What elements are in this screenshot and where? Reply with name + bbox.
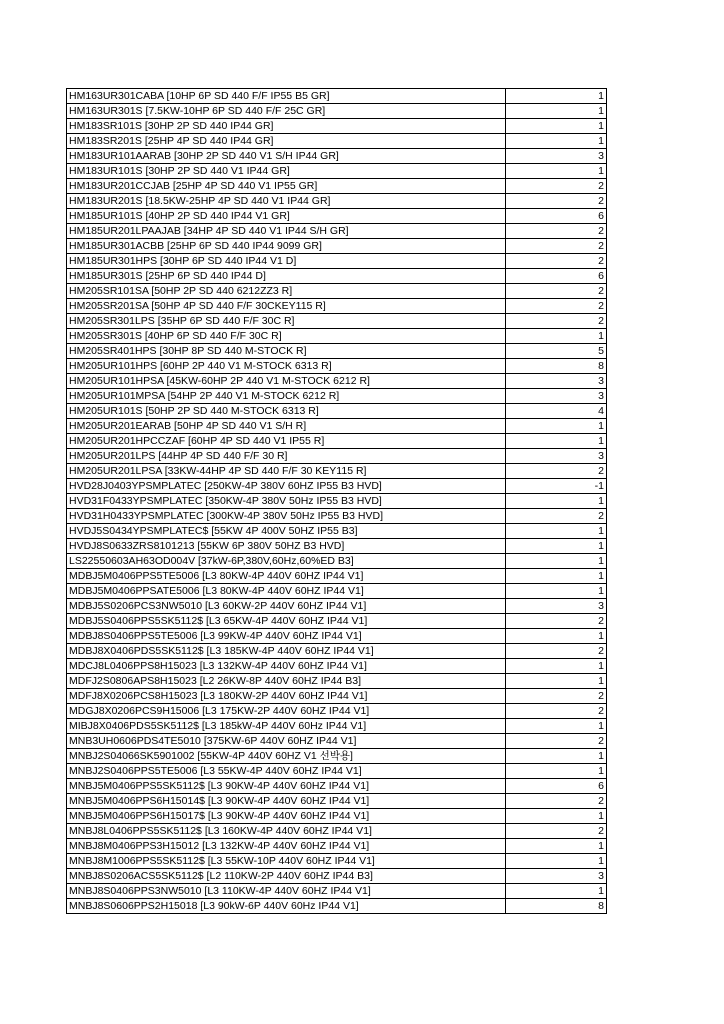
item-description-cell: MDFJ2S0806APS8H15023 [L2 26KW-8P 440V 60HZ IP44 B3] — [67, 674, 506, 689]
item-description-cell: HM185UR301HPS [30HP 6P SD 440 IP44 V1 D] — [67, 254, 506, 269]
item-description-cell: HM183UR101AARAB [30HP 2P SD 440 V1 S/H IP44 GR] — [67, 149, 506, 164]
item-quantity-cell: 2 — [506, 254, 607, 269]
item-description-cell: MNBJ8S0406PPS3NW5010 [L3 110KW-4P 440V 60HZ IP44 V1] — [67, 884, 506, 899]
item-description-cell: MNBJ2S0406PPS5TE5006 [L3 55KW-4P 440V 60HZ IP44 V1] — [67, 764, 506, 779]
item-description-cell: MDBJ8S0406PPS5TE5006 [L3 99KW-4P 440V 60HZ IP44 V1] — [67, 629, 506, 644]
table-row — [67, 734, 607, 749]
item-quantity-cell: 6 — [506, 269, 607, 284]
table-row — [67, 299, 607, 314]
table-row — [67, 839, 607, 854]
item-quantity-cell: 1 — [506, 494, 607, 509]
item-description-cell: HM205SR301LPS [35HP 6P SD 440 F/F 30C R] — [67, 314, 506, 329]
item-description-cell: HM183UR201S [18.5KW-25HP 4P SD 440 V1 IP44 GR] — [67, 194, 506, 209]
item-quantity-cell: 2 — [506, 704, 607, 719]
item-description-cell: MNBJ8S0606PPS2H15018 [L3 90kW-6P 440V 60Hz IP44 V1] — [67, 899, 506, 914]
item-description-cell: HM205UR101MPSA [54HP 2P 440 V1 M-STOCK 6212 R] — [67, 389, 506, 404]
item-quantity-cell: 2 — [506, 179, 607, 194]
item-description-cell: HM205UR201LPS [44HP 4P SD 440 F/F 30 R] — [67, 449, 506, 464]
table-row — [67, 824, 607, 839]
table-row — [67, 209, 607, 224]
table-row — [67, 374, 607, 389]
item-description-cell: HM205UR101S [50HP 2P SD 440 M-STOCK 6313 R] — [67, 404, 506, 419]
item-quantity-cell: 1 — [506, 584, 607, 599]
item-description-cell: HVD31F0433YPSMPLATEC [350KW-4P 380V 50Hz IP55 B3 HVD] — [67, 494, 506, 509]
item-quantity-cell: 3 — [506, 449, 607, 464]
item-quantity-cell: 3 — [506, 149, 607, 164]
table-row — [67, 644, 607, 659]
table-row — [67, 614, 607, 629]
table-row — [67, 284, 607, 299]
table-row — [67, 269, 607, 284]
table-row — [67, 809, 607, 824]
table-row — [67, 689, 607, 704]
item-quantity-cell: 2 — [506, 509, 607, 524]
item-quantity-cell: 1 — [506, 434, 607, 449]
table-row — [67, 749, 607, 764]
item-quantity-cell: 2 — [506, 734, 607, 749]
table-row — [67, 524, 607, 539]
item-description-cell: HVD28J0403YPSMPLATEC [250KW-4P 380V 60HZ IP55 B3 HVD] — [67, 479, 506, 494]
item-description-cell: HM163UR301CABA [10HP 6P SD 440 F/F IP55 B5 GR] — [67, 89, 506, 104]
item-quantity-cell: 2 — [506, 299, 607, 314]
table-row — [67, 479, 607, 494]
item-description-cell: HM205UR101HPS [60HP 2P 440 V1 M-STOCK 6313 R] — [67, 359, 506, 374]
item-description-cell: HM183SR101S [30HP 2P SD 440 IP44 GR] — [67, 119, 506, 134]
item-description-cell: MDBJ5M0406PPSATE5006 [L3 80KW-4P 440V 60HZ IP44 V1] — [67, 584, 506, 599]
item-description-cell: LS22550603AH63OD004V [37kW-6P,380V,60Hz,60%ED B3] — [67, 554, 506, 569]
table-row — [67, 584, 607, 599]
item-description-cell: MNBJ5M0406PPS6H15014$ [L3 90KW-4P 440V 60HZ IP44 V1] — [67, 794, 506, 809]
table-row — [67, 389, 607, 404]
item-description-cell: MNBJ5M0406PPS5SK5112$ [L3 90KW-4P 440V 60HZ IP44 V1] — [67, 779, 506, 794]
inventory-table — [66, 88, 607, 914]
table-row — [67, 89, 607, 104]
item-description-cell: HM185UR301S [25HP 6P SD 440 IP44 D] — [67, 269, 506, 284]
item-quantity-cell: 1 — [506, 134, 607, 149]
item-quantity-cell: 6 — [506, 209, 607, 224]
table-row — [67, 434, 607, 449]
table-row — [67, 239, 607, 254]
table-row — [67, 419, 607, 434]
item-quantity-cell: 2 — [506, 224, 607, 239]
item-description-cell: MNBJ2S04066SK5901002 [55KW-4P 440V 60HZ V1 선박용] — [67, 749, 506, 764]
item-quantity-cell: 2 — [506, 194, 607, 209]
item-description-cell: HM205UR101HPSA [45KW-60HP 2P 440 V1 M-STOCK 6212 R] — [67, 374, 506, 389]
table-row — [67, 509, 607, 524]
item-description-cell: HM205SR301S [40HP 6P SD 440 F/F 30C R] — [67, 329, 506, 344]
item-description-cell: MIBJ8X0406PDS5SK5112$ [L3 185kW-4P 440V 60Hz IP44 V1] — [67, 719, 506, 734]
item-description-cell: MNBJ8S0206ACS5SK5112$ [L2 110KW-2P 440V 60HZ IP44 B3] — [67, 869, 506, 884]
table-row — [67, 884, 607, 899]
table-row — [67, 134, 607, 149]
item-quantity-cell: 1 — [506, 719, 607, 734]
table-row — [67, 194, 607, 209]
item-quantity-cell: 3 — [506, 869, 607, 884]
table-row — [67, 179, 607, 194]
item-quantity-cell: 1 — [506, 164, 607, 179]
item-description-cell: HM205SR101SA [50HP 2P SD 440 6212ZZ3 R] — [67, 284, 506, 299]
item-quantity-cell: 3 — [506, 389, 607, 404]
table-row — [67, 164, 607, 179]
item-description-cell: HM183UR201CCJAB [25HP 4P SD 440 V1 IP55 GR] — [67, 179, 506, 194]
item-quantity-cell: 1 — [506, 884, 607, 899]
table-row — [67, 674, 607, 689]
table-row — [67, 794, 607, 809]
table-row — [67, 899, 607, 914]
item-quantity-cell: 1 — [506, 569, 607, 584]
item-quantity-cell: 1 — [506, 674, 607, 689]
table-row — [67, 764, 607, 779]
item-quantity-cell: 8 — [506, 359, 607, 374]
item-quantity-cell: 3 — [506, 599, 607, 614]
item-quantity-cell: 4 — [506, 404, 607, 419]
item-description-cell: MDFJ8X0206PCS8H15023 [L3 180KW-2P 440V 60HZ IP44 V1] — [67, 689, 506, 704]
item-description-cell: HVDJ5S0434YPSMPLATEC$ [55KW 4P 400V 50HZ IP55 B3] — [67, 524, 506, 539]
item-quantity-cell: 1 — [506, 89, 607, 104]
item-quantity-cell: 1 — [506, 809, 607, 824]
item-quantity-cell: 6 — [506, 779, 607, 794]
item-quantity-cell: 2 — [506, 824, 607, 839]
table-row — [67, 569, 607, 584]
item-description-cell: HM185UR301ACBB [25HP 6P SD 440 IP44 9099 GR] — [67, 239, 506, 254]
item-description-cell: HVDJ8S0633ZRS8101213 [55KW 6P 380V 50HZ B3 HVD] — [67, 539, 506, 554]
table-row — [67, 854, 607, 869]
item-description-cell: HM183UR101S [30HP 2P SD 440 V1 IP44 GR] — [67, 164, 506, 179]
item-quantity-cell: 2 — [506, 284, 607, 299]
table-row — [67, 359, 607, 374]
item-description-cell: HM205UR201EARAB [50HP 4P SD 440 V1 S/H R] — [67, 419, 506, 434]
table-row — [67, 494, 607, 509]
item-description-cell: MDBJ5S0406PPS5SK5112$ [L3 65KW-4P 440V 60HZ IP44 V1] — [67, 614, 506, 629]
item-quantity-cell: 2 — [506, 614, 607, 629]
item-description-cell: MDCJ8L0406PPS8H15023 [L3 132KW-4P 440V 60HZ IP44 V1] — [67, 659, 506, 674]
item-quantity-cell: 2 — [506, 689, 607, 704]
item-quantity-cell: 1 — [506, 764, 607, 779]
item-description-cell: MNB3UH0606PDS4TE5010 [375KW-6P 440V 60HZ IP44 V1] — [67, 734, 506, 749]
item-quantity-cell: 1 — [506, 839, 607, 854]
table-row — [67, 629, 607, 644]
table-row — [67, 449, 607, 464]
item-description-cell: MNBJ8M1006PPS5SK5112$ [L3 55KW-10P 440V 60HZ IP44 V1] — [67, 854, 506, 869]
item-quantity-cell: 1 — [506, 659, 607, 674]
table-row — [67, 344, 607, 359]
table-row — [67, 254, 607, 269]
table-row — [67, 104, 607, 119]
table-row — [67, 314, 607, 329]
item-description-cell: MNBJ8L0406PPS5SK5112$ [L3 160KW-4P 440V 60HZ IP44 V1] — [67, 824, 506, 839]
table-row — [67, 329, 607, 344]
table-row — [67, 659, 607, 674]
table-row — [67, 554, 607, 569]
item-description-cell: HM205UR201HPCCZAF [60HP 4P SD 440 V1 IP55 R] — [67, 434, 506, 449]
item-description-cell: HM163UR301S [7.5KW-10HP 6P SD 440 F/F 25C GR] — [67, 104, 506, 119]
item-description-cell: HM185UR201LPAAJAB [34HP 4P SD 440 V1 IP44 S/H GR] — [67, 224, 506, 239]
item-description-cell: HM183SR201S [25HP 4P SD 440 IP44 GR] — [67, 134, 506, 149]
item-description-cell: MDBJ5M0406PPS5TE5006 [L3 80KW-4P 440V 60HZ IP44 V1] — [67, 569, 506, 584]
item-description-cell: MDBJ5S0206PCS3NW5010 [L3 60KW-2P 440V 60HZ IP44 V1] — [67, 599, 506, 614]
item-quantity-cell: 1 — [506, 554, 607, 569]
item-quantity-cell: 1 — [506, 419, 607, 434]
item-description-cell: HVD31H0433YPSMPLATEC [300KW-4P 380V 50Hz IP55 B3 HVD] — [67, 509, 506, 524]
table-row — [67, 404, 607, 419]
table-row — [67, 704, 607, 719]
item-quantity-cell: 1 — [506, 524, 607, 539]
item-description-cell: MDGJ8X0206PCS9H15006 [L3 175KW-2P 440V 60HZ IP44 V1] — [67, 704, 506, 719]
item-description-cell: MDBJ8X0406PDS5SK5112$ [L3 185KW-4P 440V 60HZ IP44 V1] — [67, 644, 506, 659]
item-quantity-cell: 2 — [506, 464, 607, 479]
inventory-table-body — [67, 89, 607, 914]
table-row — [67, 869, 607, 884]
item-quantity-cell: 3 — [506, 374, 607, 389]
table-row — [67, 779, 607, 794]
item-quantity-cell: 1 — [506, 749, 607, 764]
table-row — [67, 119, 607, 134]
table-row — [67, 224, 607, 239]
item-quantity-cell: -1 — [506, 479, 607, 494]
item-description-cell: HM205SR401HPS [30HP 8P SD 440 M-STOCK R] — [67, 344, 506, 359]
table-row — [67, 149, 607, 164]
item-description-cell: HM185UR101S [40HP 2P SD 440 IP44 V1 GR] — [67, 209, 506, 224]
table-row — [67, 464, 607, 479]
item-quantity-cell: 1 — [506, 629, 607, 644]
item-description-cell: MNBJ5M0406PPS6H15017$ [L3 90KW-4P 440V 60HZ IP44 V1] — [67, 809, 506, 824]
item-quantity-cell: 2 — [506, 239, 607, 254]
item-quantity-cell: 1 — [506, 119, 607, 134]
item-quantity-cell: 2 — [506, 314, 607, 329]
item-quantity-cell: 1 — [506, 854, 607, 869]
item-quantity-cell: 1 — [506, 329, 607, 344]
table-row — [67, 719, 607, 734]
item-quantity-cell: 5 — [506, 344, 607, 359]
item-description-cell: MNBJ8M0406PPS3H15012 [L3 132KW-4P 440V 60HZ IP44 V1] — [67, 839, 506, 854]
table-row — [67, 599, 607, 614]
item-quantity-cell: 2 — [506, 794, 607, 809]
item-description-cell: HM205UR201LPSA [33KW-44HP 4P SD 440 F/F 30 KEY115 R] — [67, 464, 506, 479]
item-quantity-cell: 1 — [506, 104, 607, 119]
item-quantity-cell: 1 — [506, 539, 607, 554]
item-quantity-cell: 8 — [506, 899, 607, 914]
table-row — [67, 539, 607, 554]
item-description-cell: HM205SR201SA [50HP 4P SD 440 F/F 30CKEY115 R] — [67, 299, 506, 314]
item-quantity-cell: 2 — [506, 644, 607, 659]
